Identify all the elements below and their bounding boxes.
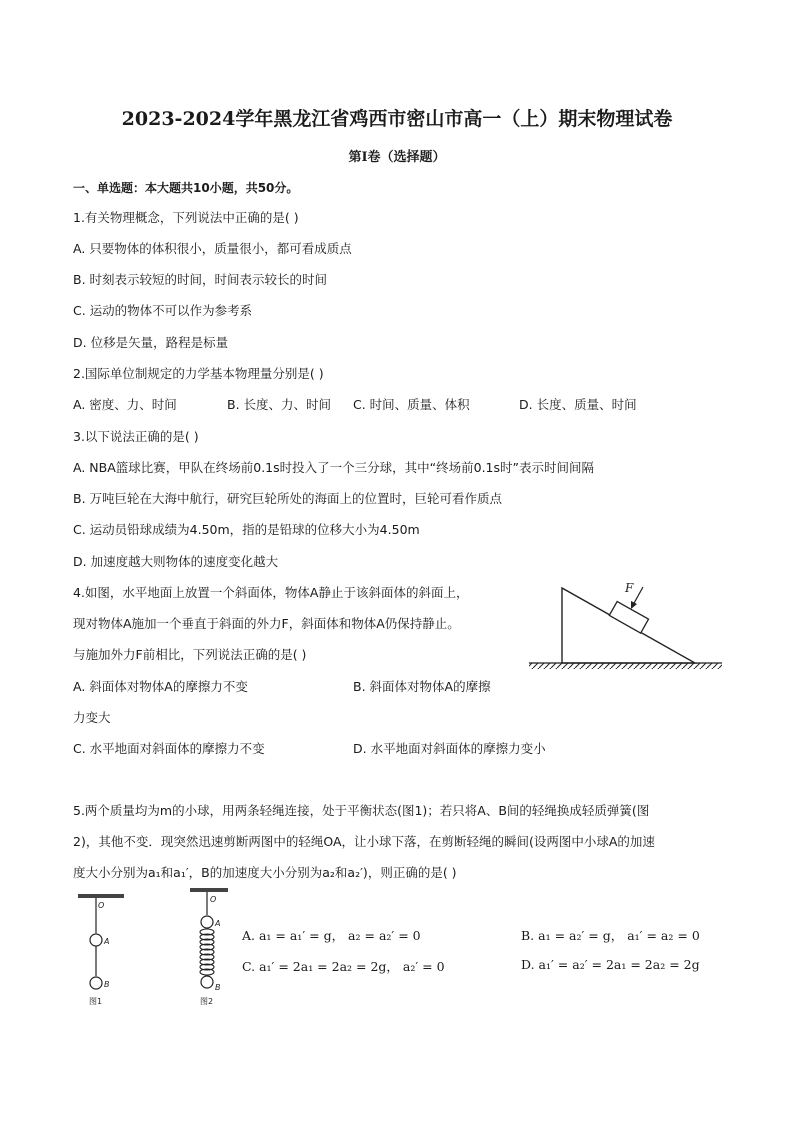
label-b-2: B xyxy=(215,983,221,992)
q5-option-b: B. a₁ = a₂′ = g， a₁′ = a₂ = 0 xyxy=(521,928,700,943)
ball-a-1 xyxy=(90,934,102,946)
q4-stem-line3: 与施加外力F前相比，下列说法正确的是( ) xyxy=(73,647,307,662)
q1-option-c: C. 运动的物体不可以作为参考系 xyxy=(73,303,253,318)
q4-option-b: B. 斜面体对物体A的摩擦 xyxy=(353,679,491,694)
q1-stem: 1.有关物理概念，下列说法中正确的是( ) xyxy=(73,210,299,225)
incline-figure xyxy=(527,578,727,674)
q5-stem-line2: 2)，其他不变．现突然迅速剪断两图中的轻绳OA，让小球下落，在剪断轻绳的瞬间(设两图中小球A的加速 xyxy=(73,834,655,849)
section-heading: 一、单选题：本大题共10小题，共50分。 xyxy=(73,181,299,195)
q4-option-c: C. 水平地面对斜面体的摩擦力不变 xyxy=(73,741,265,756)
q2-option-d: D. 长度、质量、时间 xyxy=(519,397,637,412)
q4-option-a: A. 斜面体对物体A的摩擦力不变 xyxy=(73,679,248,694)
q5-stem-line3: 度大小分别为a₁和a₁′，B的加速度大小分别为a₂和a₂′)，则正确的是( ) xyxy=(73,865,457,880)
q3-option-d: D. 加速度越大则物体的速度变化越大 xyxy=(73,554,279,569)
label-a-1: A xyxy=(104,937,110,946)
label-b-1: B xyxy=(104,980,110,989)
q3-option-b: B. 万吨巨轮在大海中航行，研究巨轮所处的海面上的位置时，巨轮可看作质点 xyxy=(73,491,503,506)
q1-option-b: B. 时刻表示较短的时间，时间表示较长的时间 xyxy=(73,272,328,287)
spring-ab-2 xyxy=(200,929,214,975)
exam-subtitle: 第Ⅰ卷（选择题） xyxy=(348,150,446,165)
q1-option-a: A. 只要物体的体积很小，质量很小，都可看成质点 xyxy=(73,241,352,256)
caption-2: 图2 xyxy=(200,997,214,1006)
force-arrow xyxy=(633,587,643,605)
q2-stem: 2.国际单位制规定的力学基本物理量分别是( ) xyxy=(73,366,324,381)
q4-stem-line2: 现对物体A施加一个垂直于斜面的外力F，斜面体和物体A仍保持静止。 xyxy=(73,616,460,631)
ceiling-2 xyxy=(190,888,228,892)
figure-1 xyxy=(76,892,128,1010)
q3-option-c: C. 运动员铅球成绩为4.50m，指的是铅球的位移大小为4.50m xyxy=(73,522,420,537)
figure-2 xyxy=(188,886,240,1010)
q5-option-d: D. a₁′ = a₂′ = 2a₁ = 2a₂ = 2g xyxy=(521,957,700,972)
q3-stem: 3.以下说法正确的是( ) xyxy=(73,429,199,444)
q2-option-a: A. 密度、力、时间 xyxy=(73,397,177,412)
label-o-2: O xyxy=(210,895,217,904)
force-label: F xyxy=(625,581,634,595)
q5-stem-line1: 5.两个质量均为m的小球，用两条轻绳连接，处于平衡状态(图1)；若只将A、B间的轻绳换成轻质弹簧(图 xyxy=(73,803,650,818)
label-o-1: O xyxy=(98,901,105,910)
label-a-2: A xyxy=(215,919,221,928)
q2-option-c: C. 时间、质量、体积 xyxy=(353,397,470,412)
q4-option-b-cont: 力变大 xyxy=(73,710,111,725)
ceiling-1 xyxy=(78,894,124,898)
q2-option-b: B. 长度、力、时间 xyxy=(227,397,332,412)
q1-option-d: D. 位移是矢量，路程是标量 xyxy=(73,335,229,350)
q5-option-a: A. a₁ = a₁′ = g， a₂ = a₂′ = 0 xyxy=(242,928,421,943)
q3-option-a: A. NBA篮球比赛，甲队在终场前0.1s时投入了一个三分球，其中“终场前0.1s时”表示时间间隔 xyxy=(73,460,594,475)
q4-option-d: D. 水平地面对斜面体的摩擦力变小 xyxy=(353,741,546,756)
ball-b-2 xyxy=(201,976,213,988)
ball-b-1 xyxy=(90,977,102,989)
caption-1: 图1 xyxy=(89,997,103,1006)
q5-option-c: C. a₁′ = 2a₁ = 2a₂ = 2g， a₂′ = 0 xyxy=(242,959,445,974)
ground-hatch xyxy=(529,663,722,669)
exam-title: 2023-2024学年黑龙江省鸡西市密山市高一（上）期末物理试卷 xyxy=(121,108,673,130)
block-a xyxy=(609,601,648,633)
q4-stem-line1: 4.如图，水平地面上放置一个斜面体，物体A静止于该斜面体的斜面上， xyxy=(73,585,469,600)
ball-a-2 xyxy=(201,916,213,928)
